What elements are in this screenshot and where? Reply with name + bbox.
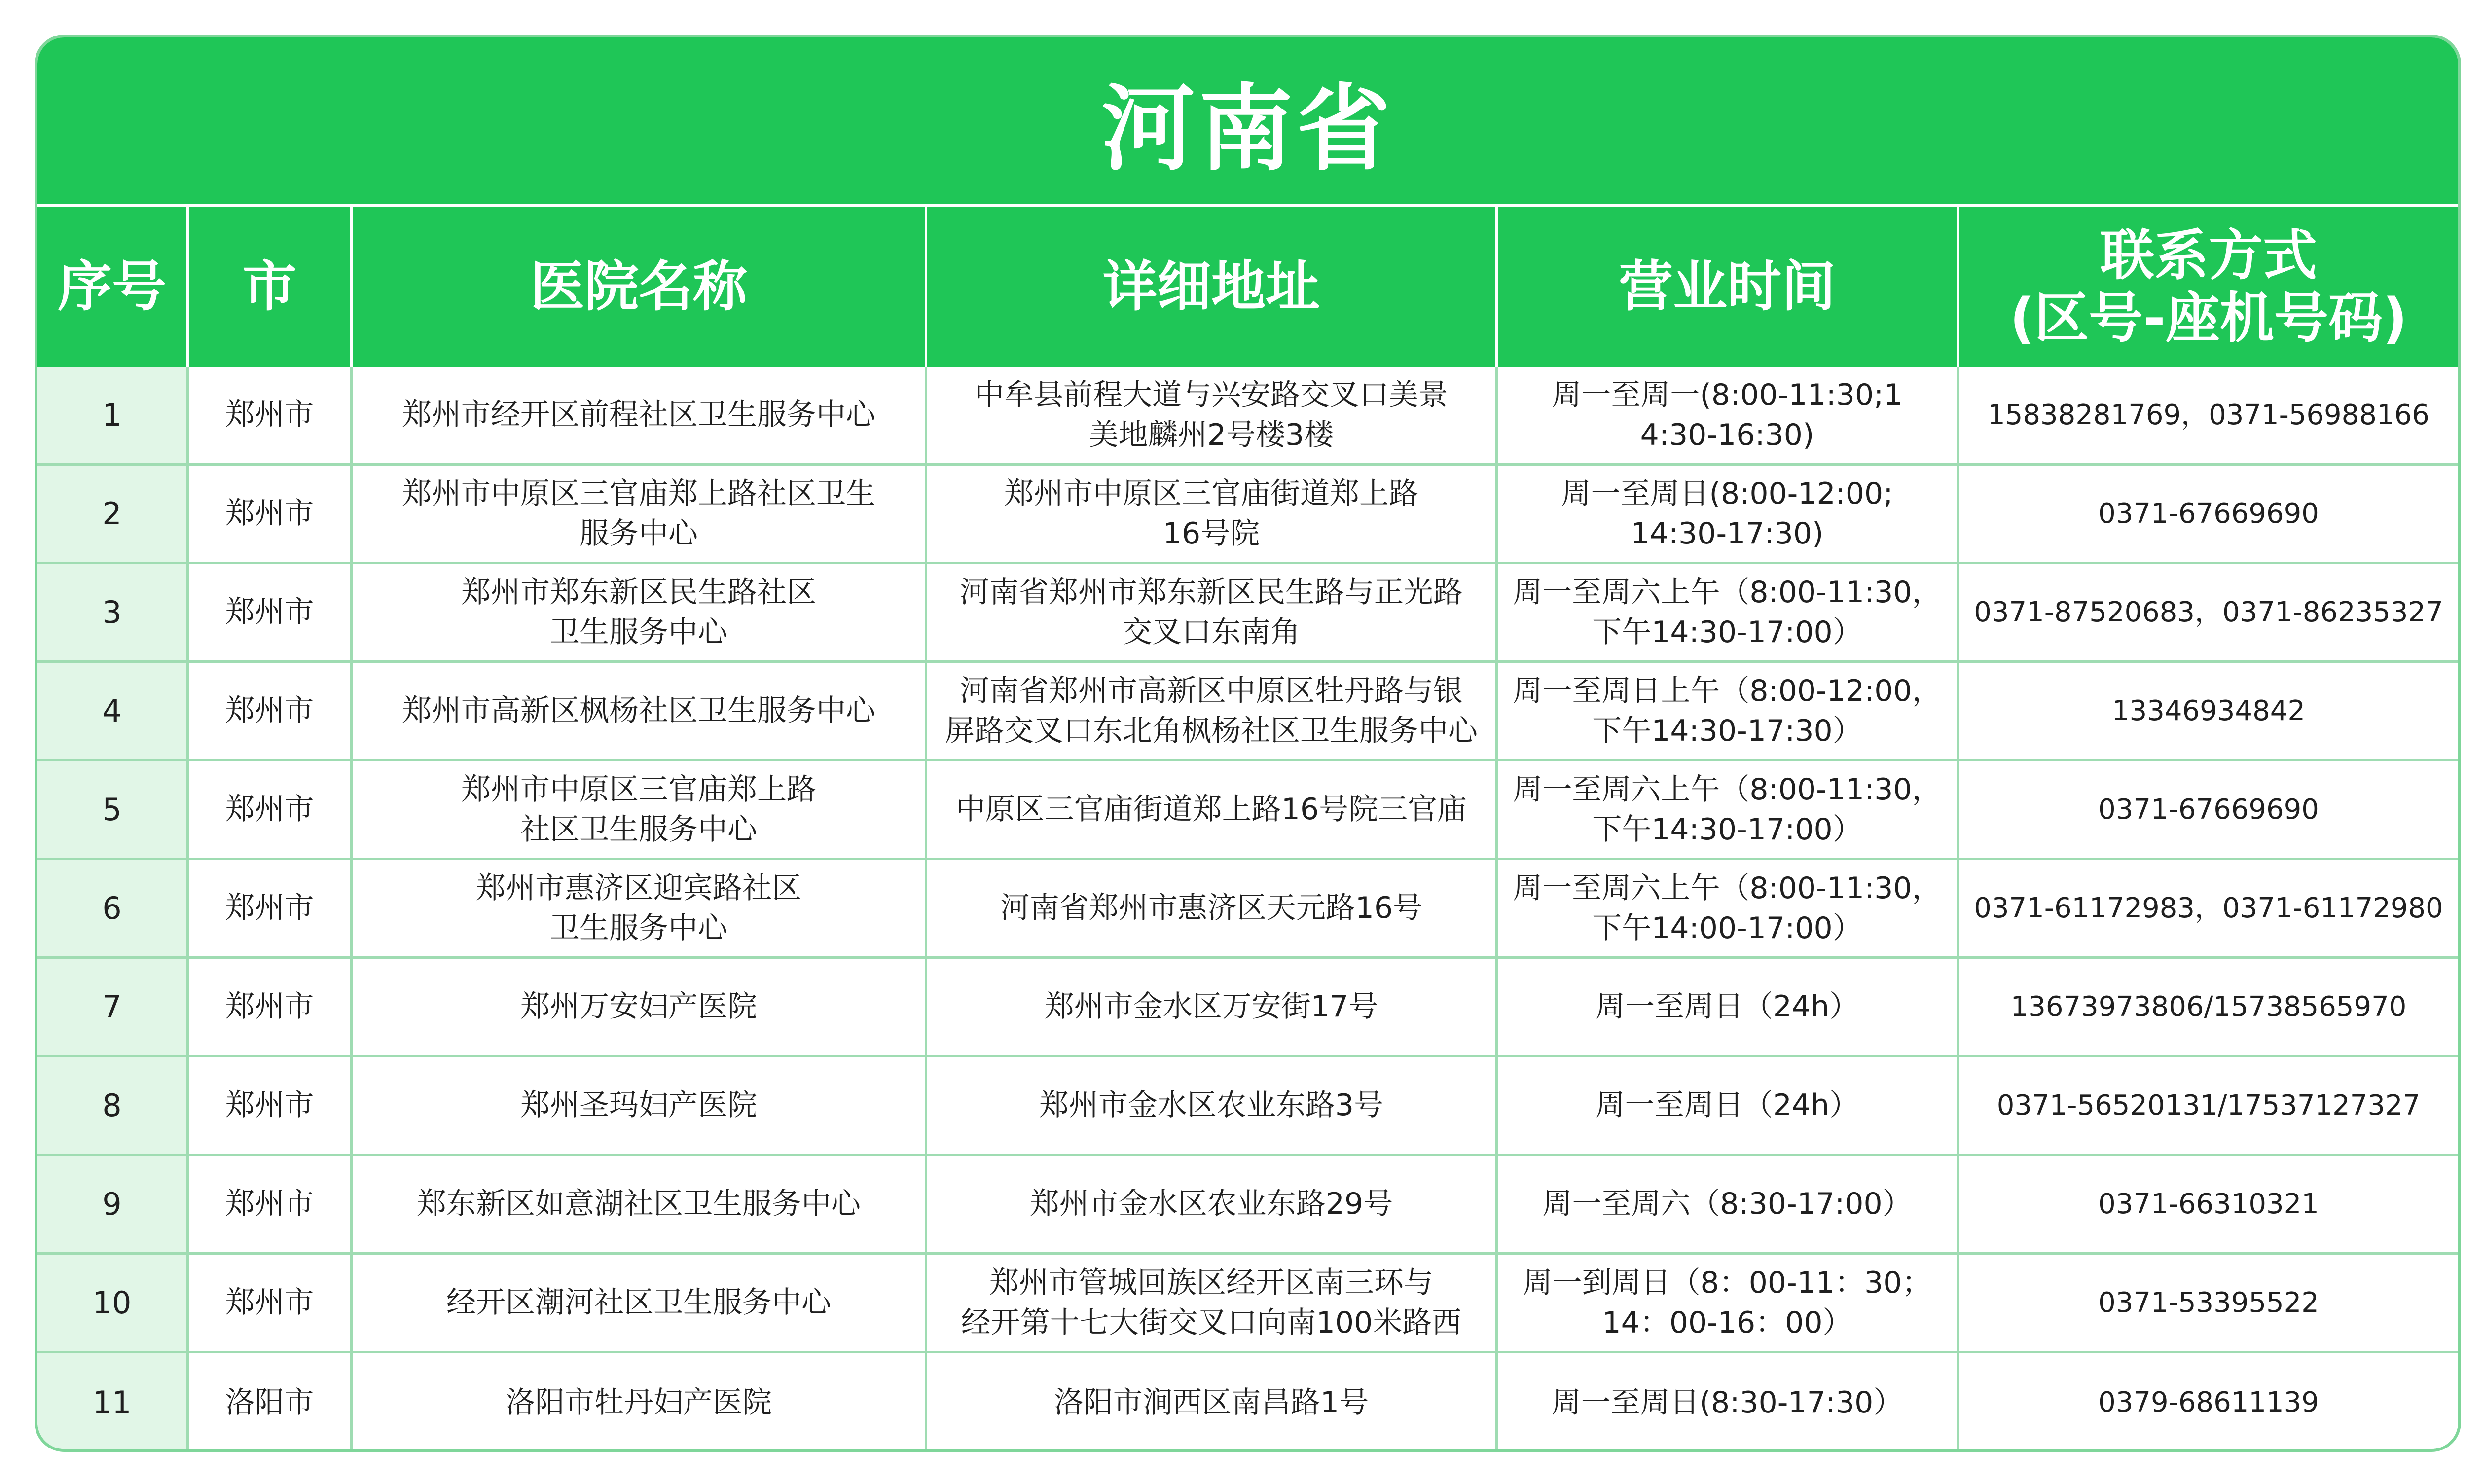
row-address: 郑州市中原区三官庙街道郑上路 16号院: [927, 466, 1498, 564]
row-city: 郑州市: [189, 367, 353, 466]
row-hours: 周一至周一(8:00-11:30;1 4:30-16:30): [1498, 367, 1959, 466]
row-index: 7: [37, 959, 189, 1057]
table-row: [37, 1156, 2458, 1255]
table-header-row: [37, 207, 2458, 367]
table-row: [37, 663, 2458, 761]
table-row: [37, 367, 2458, 466]
row-contact: 0371-87520683，0371-86235327: [1959, 564, 2458, 663]
row-city: 郑州市: [189, 1156, 353, 1255]
table-row: [37, 860, 2458, 959]
header-index: 序号: [37, 207, 189, 367]
row-index: 8: [37, 1057, 189, 1156]
row-contact: 0371-56520131/17537127327: [1959, 1057, 2458, 1156]
row-hours: 周一至周日上午（8:00-12:00， 下午14:30-17:30）: [1498, 663, 1959, 761]
row-address: 河南省郑州市惠济区天元路16号: [927, 860, 1498, 959]
row-index: 10: [37, 1255, 189, 1353]
row-address: 洛阳市涧西区南昌路1号: [927, 1353, 1498, 1452]
table-row: [37, 466, 2458, 564]
row-hospital-name: 郑州市郑东新区民生路社区 卫生服务中心: [353, 564, 927, 663]
row-index: 11: [37, 1353, 189, 1452]
row-index: 3: [37, 564, 189, 663]
row-hours: 周一至周六上午（8:00-11:30， 下午14:30-17:00）: [1498, 761, 1959, 860]
header-city: 市: [189, 207, 353, 367]
row-hospital-name: 郑州万安妇产医院: [353, 959, 927, 1057]
row-index: 5: [37, 761, 189, 860]
row-address: 河南省郑州市郑东新区民生路与正光路 交叉口东南角: [927, 564, 1498, 663]
header-hours: 营业时间: [1498, 207, 1959, 367]
row-hospital-name: 洛阳市牡丹妇产医院: [353, 1353, 927, 1452]
row-hours: 周一至周日(8:00-12:00; 14:30-17:30): [1498, 466, 1959, 564]
row-contact: 0371-67669690: [1959, 466, 2458, 564]
row-city: 郑州市: [189, 860, 353, 959]
row-contact: 0371-66310321: [1959, 1156, 2458, 1255]
row-index: 6: [37, 860, 189, 959]
row-address: 郑州市金水区农业东路3号: [927, 1057, 1498, 1156]
row-hours: 周一至周六上午（8:00-11:30， 下午14:00-17:00）: [1498, 860, 1959, 959]
row-hours: 周一到周日（8：00-11：30； 14：00-16：00）: [1498, 1255, 1959, 1353]
header-contact: [1959, 207, 2458, 367]
row-address: 郑州市管城回族区经开区南三环与 经开第十七大街交叉口向南100米路西: [927, 1255, 1498, 1353]
table-row: [37, 1353, 2458, 1452]
row-city: 郑州市: [189, 663, 353, 761]
row-contact: 0379-68611139: [1959, 1353, 2458, 1452]
row-city: 郑州市: [189, 564, 353, 663]
row-address: 河南省郑州市高新区中原区牡丹路与银 屏路交叉口东北角枫杨社区卫生服务中心: [927, 663, 1498, 761]
table-row: [37, 761, 2458, 860]
row-hospital-name: 郑州市中原区三官庙郑上路 社区卫生服务中心: [353, 761, 927, 860]
row-city: 洛阳市: [189, 1353, 353, 1452]
table-row: [37, 1255, 2458, 1353]
row-hospital-name: 郑州圣玛妇产医院: [353, 1057, 927, 1156]
row-hours: 周一至周日（24h）: [1498, 959, 1959, 1057]
header-contact-line2: (区号-座机号码): [2009, 286, 2408, 350]
table-body: [37, 367, 2458, 1452]
table-row: [37, 959, 2458, 1057]
row-hours: 周一至周日（24h）: [1498, 1057, 1959, 1156]
row-index: 2: [37, 466, 189, 564]
row-index: 4: [37, 663, 189, 761]
row-contact: 0371-67669690: [1959, 761, 2458, 860]
row-contact: 13673973806/15738565970: [1959, 959, 2458, 1057]
row-hospital-name: 郑州市中原区三官庙郑上路社区卫生 服务中心: [353, 466, 927, 564]
row-hospital-name: 经开区潮河社区卫生服务中心: [353, 1255, 927, 1353]
row-hours: 周一至周六（8:30-17:00）: [1498, 1156, 1959, 1255]
row-contact: 15838281769，0371-56988166: [1959, 367, 2458, 466]
row-city: 郑州市: [189, 466, 353, 564]
row-hospital-name: 郑州市高新区枫杨社区卫生服务中心: [353, 663, 927, 761]
row-city: 郑州市: [189, 959, 353, 1057]
table-row: [37, 564, 2458, 663]
header-hospital: 医院名称: [353, 207, 927, 367]
table-title-bar: [37, 37, 2458, 207]
row-contact: 0371-61172983，0371-61172980: [1959, 860, 2458, 959]
row-index: 1: [37, 367, 189, 466]
table-row: [37, 1057, 2458, 1156]
province-title: 河南省: [1101, 74, 1394, 183]
row-address: 郑州市金水区农业东路29号: [927, 1156, 1498, 1255]
header-address: 详细地址: [927, 207, 1498, 367]
row-address: 中原区三官庙街道郑上路16号院三官庙: [927, 761, 1498, 860]
row-hospital-name: 郑东新区如意湖社区卫生服务中心: [353, 1156, 927, 1255]
row-contact: 13346934842: [1959, 663, 2458, 761]
row-hours: 周一至周六上午（8:00-11:30， 下午14:30-17:00）: [1498, 564, 1959, 663]
row-address: 郑州市金水区万安街17号: [927, 959, 1498, 1057]
row-index: 9: [37, 1156, 189, 1255]
row-city: 郑州市: [189, 1255, 353, 1353]
header-contact-line1: 联系方式: [2100, 224, 2317, 287]
row-hospital-name: 郑州市经开区前程社区卫生服务中心: [353, 367, 927, 466]
row-hospital-name: 郑州市惠济区迎宾路社区 卫生服务中心: [353, 860, 927, 959]
row-hours: 周一至周日(8:30-17:30）: [1498, 1353, 1959, 1452]
row-city: 郑州市: [189, 761, 353, 860]
row-contact: 0371-53395522: [1959, 1255, 2458, 1353]
row-address: 中牟县前程大道与兴安路交叉口美景 美地麟州2号楼3楼: [927, 367, 1498, 466]
row-city: 郑州市: [189, 1057, 353, 1156]
province-table: [35, 35, 2461, 1452]
